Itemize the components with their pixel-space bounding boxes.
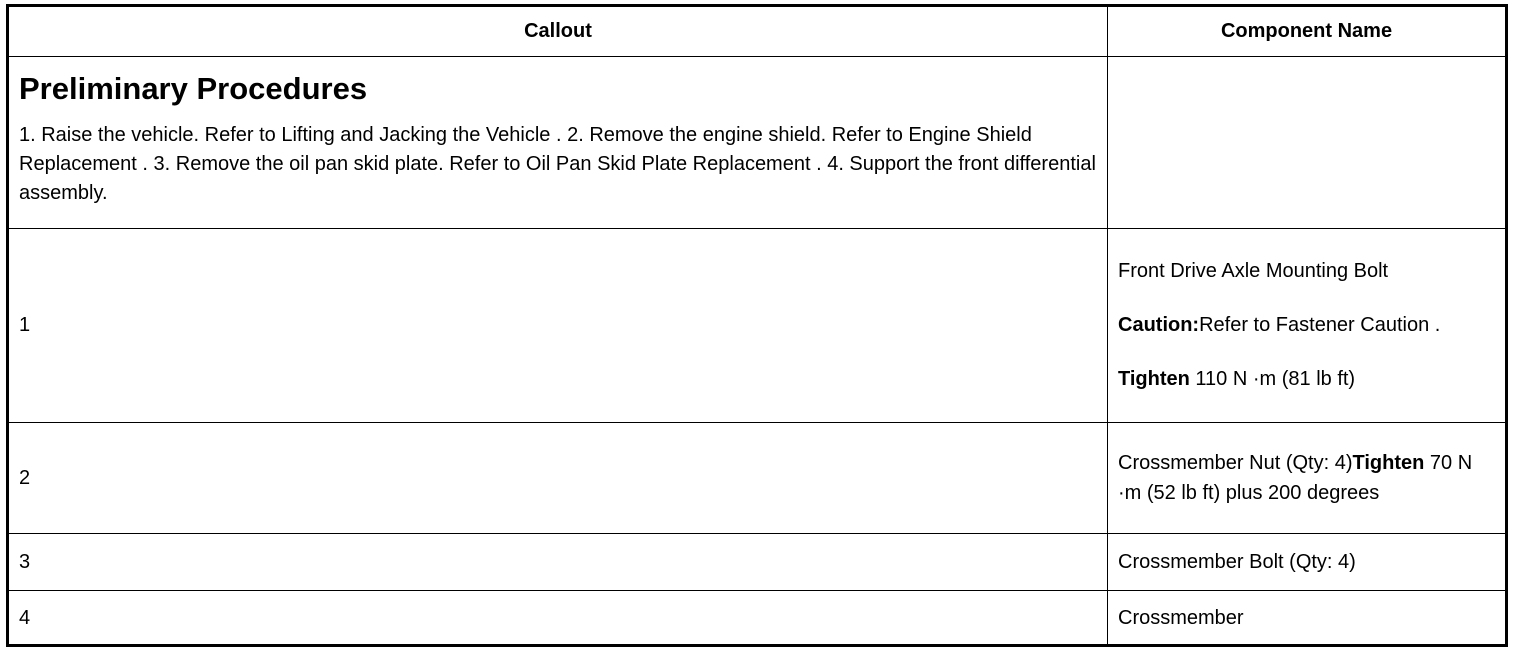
callout-cell: 1 <box>8 229 1108 422</box>
caution-label: Caution: <box>1118 314 1200 337</box>
callout-cell: 3 <box>8 533 1108 591</box>
torque-value: 70 N ·m (52 lb ft) plus 200 degrees <box>1118 451 1473 504</box>
caution-note <box>1118 310 1495 340</box>
callout-cell: 4 <box>8 591 1108 646</box>
torque-spec <box>1118 364 1495 394</box>
callout-cell: 2 <box>8 422 1108 533</box>
table-row <box>8 591 1507 646</box>
tighten-label: Tighten <box>1118 368 1190 391</box>
component-cell <box>1108 229 1507 422</box>
component-name: Front Drive Axle Mounting Bolt <box>1118 260 1389 283</box>
preliminary-empty-cell <box>1108 56 1507 229</box>
preliminary-title: Preliminary Procedures <box>19 70 368 106</box>
preliminary-text: 1. Raise the vehicle. Refer to Lifting and Jacking the Vehicle . 2. Remove the engine shield. Refer to Engine Shield Replacement . 3. Remove the oil pan skid plate. Refer to Oil Pan Skid Plate Replacement . 4. Support the front differential assembly. <box>19 123 1096 204</box>
table-row <box>8 229 1507 422</box>
component-cell <box>1108 422 1507 533</box>
component-cell: Crossmember <box>1108 591 1507 646</box>
header-row <box>8 6 1507 57</box>
torque-value: 110 N ·m (81 lb ft) <box>1189 368 1356 391</box>
header-callout: Callout <box>8 6 1108 57</box>
component-name: Crossmember Nut (Qty: 4) <box>1118 451 1353 474</box>
header-component-name: Component Name <box>1108 6 1507 57</box>
component-cell: Crossmember Bolt (Qty: 4) <box>1108 533 1507 591</box>
procedure-table <box>6 4 1508 647</box>
tighten-label: Tighten <box>1352 451 1425 474</box>
table-row <box>8 533 1507 591</box>
preliminary-row <box>8 56 1507 229</box>
preliminary-cell <box>8 56 1108 229</box>
caution-text: Refer to Fastener Caution . <box>1199 314 1441 337</box>
table-row <box>8 422 1507 533</box>
